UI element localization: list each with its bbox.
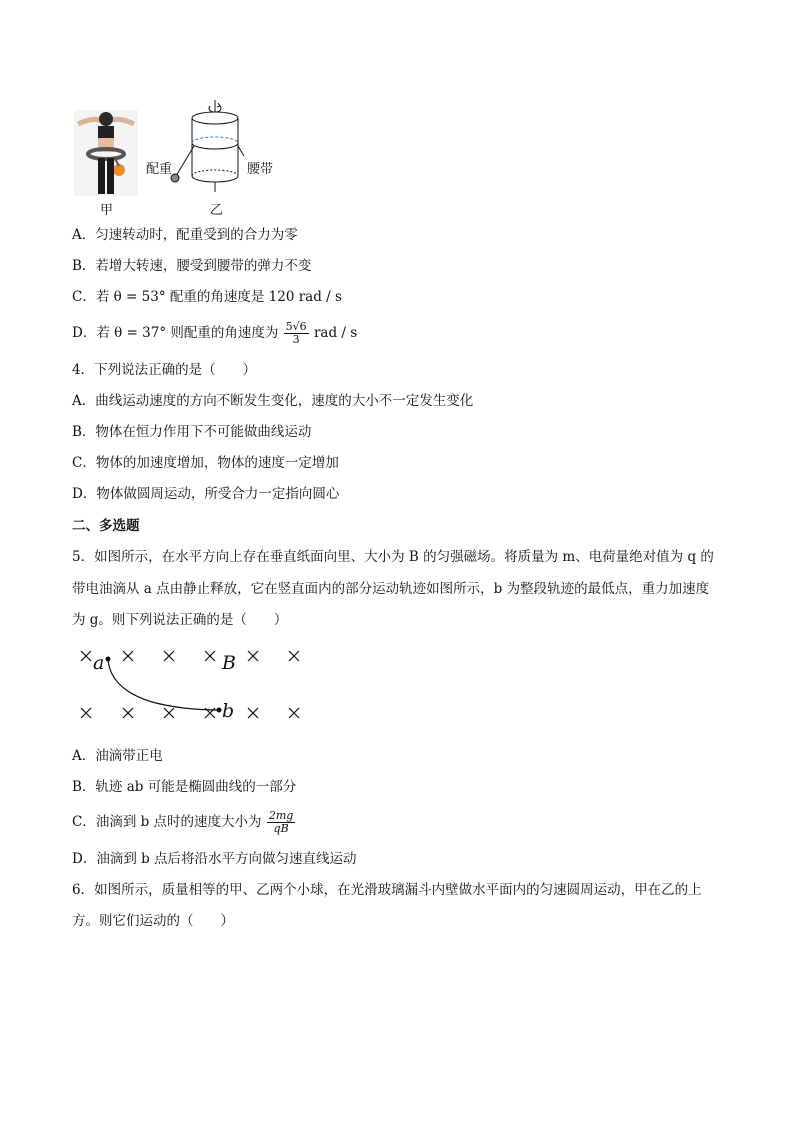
q4-option-c: C．物体的加速度增加，物体的速度一定增加 bbox=[72, 455, 339, 471]
q4-option-b: B．物体在恒力作用下不可能做曲线运动 bbox=[72, 424, 312, 440]
q6-stem-line-2: 方。则它们运动的（ ） bbox=[72, 913, 234, 929]
q5-stem-line-3: 为 g。则下列说法正确的是（ ） bbox=[72, 612, 288, 628]
point-a bbox=[106, 657, 111, 662]
trajectory-curve bbox=[108, 659, 219, 710]
fraction-denominator: qB bbox=[273, 822, 289, 835]
section-title-multi-choice: 二、多选题 bbox=[72, 518, 140, 534]
q5-field-diagram bbox=[72, 644, 322, 730]
q3-option-a: A．匀速转动时，配重受到的合力为零 bbox=[72, 227, 298, 243]
q5-option-c-text: C．油滴到 b 点时的速度大小为 bbox=[72, 814, 262, 830]
q5-stem-line-2: 带电油滴从 a 点由静止释放，它在竖直面内的部分运动轨迹如图所示，b 为整段轨迹的最低点，重力加速度 bbox=[72, 581, 710, 597]
q3-option-d-unit: rad / s bbox=[313, 325, 358, 341]
figure-yi-yaodai-label: 腰带 bbox=[247, 162, 274, 177]
point-b bbox=[217, 708, 222, 713]
q6-stem-line-1: 6．如图所示，质量相等的甲、乙两个小球，在光滑玻璃漏斗内壁做水平面内的匀速圆周运动，甲在乙的上 bbox=[72, 882, 702, 898]
fraction-denominator: 3 bbox=[292, 333, 300, 346]
q5-label-b: b bbox=[222, 700, 235, 722]
q5-option-c bbox=[72, 804, 296, 840]
q3-option-d-fraction bbox=[284, 321, 309, 346]
q4-option-d: D．物体做圆周运动，所受合力一定指向圆心 bbox=[72, 486, 340, 502]
figure-jia-photo bbox=[74, 110, 138, 196]
q4-option-a: A．曲线运动速度的方向不断发生变化，速度的大小不一定发生变化 bbox=[72, 393, 474, 409]
q5-option-b: B．轨迹 ab 可能是椭圆曲线的一部分 bbox=[72, 779, 297, 795]
fraction-numerator: 5√6 bbox=[285, 320, 307, 333]
q5-option-c-fraction bbox=[267, 810, 295, 835]
figure-jia-label: 甲 bbox=[100, 203, 114, 218]
figure-yi-diagram bbox=[140, 96, 290, 204]
fraction-numerator: 2mg bbox=[268, 809, 294, 822]
figure-yi-label: 乙 bbox=[210, 203, 224, 218]
q3-option-c: C．若 θ = 53° 配重的角速度是 120 rad / s bbox=[72, 289, 342, 305]
figure-yi-peizhong-label: 配重 bbox=[146, 162, 173, 177]
q4-stem: 4．下列说法正确的是（ ） bbox=[72, 362, 257, 378]
q5-option-a: A．油滴带正电 bbox=[72, 748, 163, 764]
q3-option-d bbox=[72, 316, 357, 350]
field-cross-marks bbox=[81, 651, 299, 718]
q3-option-b: B．若增大转速，腰受到腰带的弹力不变 bbox=[72, 258, 312, 274]
q3-option-d-text: D．若 θ = 37° 则配重的角速度为 bbox=[72, 325, 279, 341]
q5-label-a: a bbox=[93, 652, 105, 674]
q5-label-B: B bbox=[222, 652, 236, 674]
q5-stem-line-1: 5．如图所示，在水平方向上存在垂直纸面向里、大小为 B 的匀强磁场。将质量为 m、电荷量绝对值为 q 的 bbox=[72, 549, 714, 565]
q5-option-d: D．油滴到 b 点后将沿水平方向做匀速直线运动 bbox=[72, 851, 357, 867]
